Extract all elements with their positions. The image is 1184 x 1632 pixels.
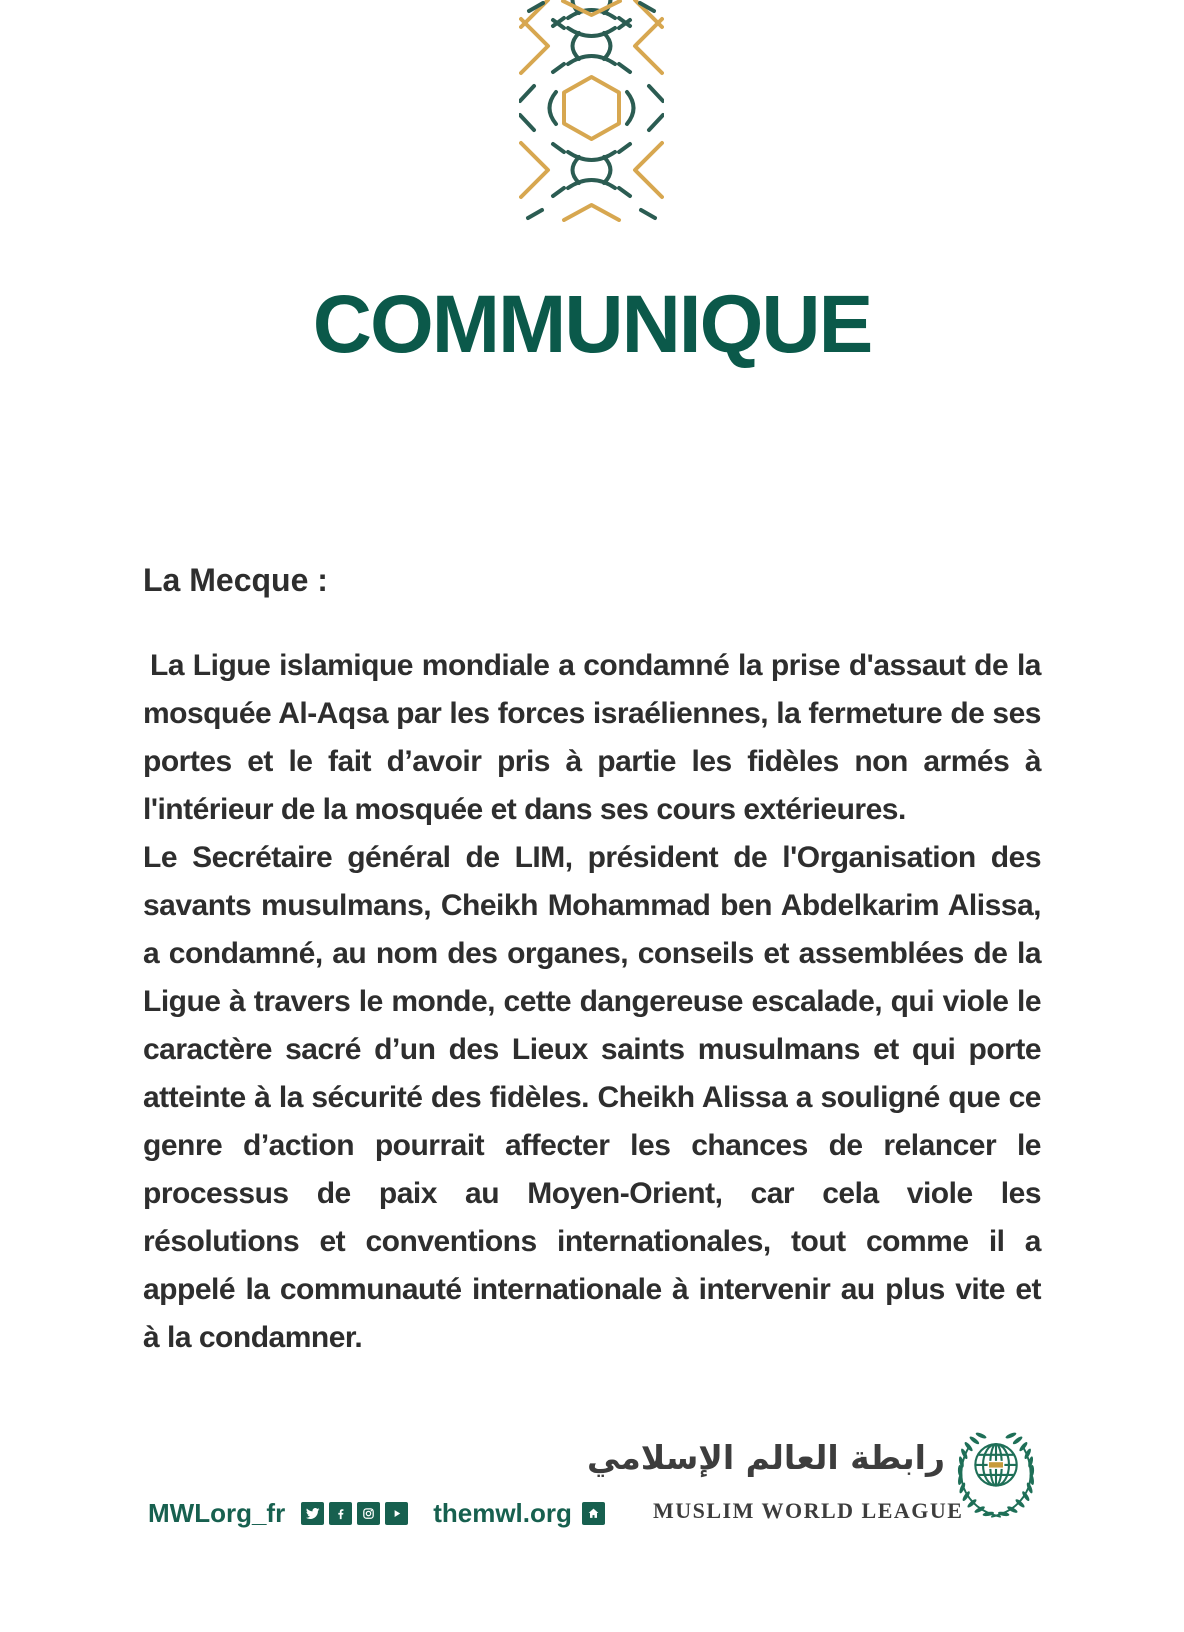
youtube-icon[interactable] <box>385 1502 408 1525</box>
document-body <box>143 556 1041 1362</box>
islamic-pattern-icon <box>519 0 664 222</box>
website-link[interactable]: themwl.org <box>433 1498 572 1528</box>
instagram-icon[interactable] <box>357 1502 380 1525</box>
home-icon[interactable] <box>582 1502 605 1525</box>
mwl-emblem-icon <box>946 1426 1046 1528</box>
mwl-logo <box>586 1422 964 1524</box>
twitter-icon[interactable] <box>301 1502 324 1525</box>
mwl-english-name: MUSLIM WORLD LEAGUE <box>653 1498 964 1523</box>
islamic-pattern-ornament <box>519 0 664 227</box>
social-handle: MWLorg_fr <box>148 1498 286 1528</box>
body-paragraph-2: Le Secrétaire général de LIM, président de l'Organisation des savants musulmans, Cheikh Mohammad ben Abdelkarim Alissa, a condamné, au nom des organes, conseils et assemblées de la Ligue à travers le monde, cette dangereuse escalade, qui viole le caractère sacré d’un des Lieux saints musulmans et qui porte atteinte à la sécurité des fidèles. Cheikh Alissa a souligné que ce genre d’action pourrait affecter les chances de relancer le processus de paix au Moyen-Orient, car cela viole les résolutions et conventions internationales, tout comme il a appelé la communauté internationale à intervenir au plus vite et à la condamner. <box>143 841 1041 1354</box>
dateline: La Mecque : <box>143 562 328 598</box>
mwl-arabic-name: رابطة العالم الإسلامي <box>586 1438 945 1477</box>
body-paragraph-1: La Ligue islamique mondiale a condamné la prise d'assaut de la mosquée Al-Aqsa par les forces israéliennes, la fermeture de ses portes et le fait d’avoir pris à partie les fidèles non armés à l'intérieur de la mosquée et dans ses cours extérieures. <box>143 649 1041 826</box>
facebook-icon[interactable] <box>329 1502 352 1525</box>
document-title: COMMUNIQUE <box>312 279 872 370</box>
footer <box>148 1498 610 1529</box>
